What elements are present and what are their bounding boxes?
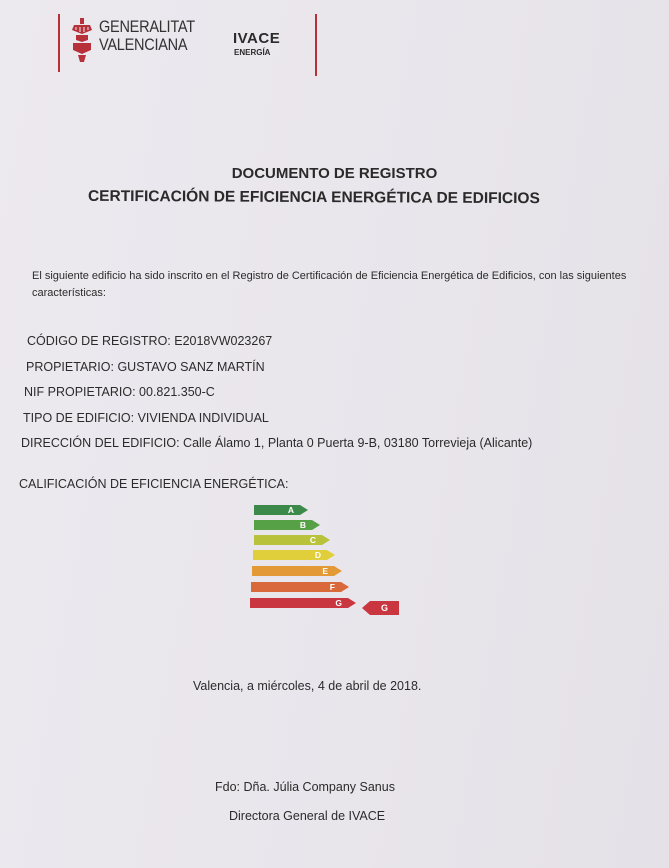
energy-bar-c [254,535,322,545]
energy-bar-d [253,550,327,560]
energy-bar-d-label: D [314,550,321,560]
energy-bar-g [250,598,348,608]
signatory-name: Fdo: Dña. Júlia Company Sanus [215,780,395,794]
signatory-title: Directora General de IVACE [229,809,386,823]
issue-date: Valencia, a miércoles, 4 de abril de 2018. [193,679,422,693]
owner-nif-field: NIF PROPIETARIO: 00.821.350-C [24,385,215,399]
generalitat-emblem-icon [70,18,94,62]
energy-bar-f-label: F [329,582,335,592]
energy-bar-g-label: G [335,598,342,608]
building-address-field: DIRECCIÓN DEL EDIFICIO: Calle Álamo 1, Planta 0 Puerta 9-B, 03180 Torrevieja (Alicante) [21,436,533,450]
generalitat-logo-line2: VALENCIANA [99,36,188,54]
document-title: DOCUMENTO DE REGISTRO [231,165,438,182]
energy-bar-a-label: A [287,505,294,515]
energy-bar-b [254,520,312,530]
ivace-logo-text: IVACE [233,30,281,47]
header-divider-left [58,14,60,72]
rating-indicator [370,601,399,615]
header-divider-right [315,14,317,76]
energy-bar-c-label: C [309,535,316,545]
energy-bar-a [254,505,300,515]
rating-indicator-letter: G [380,603,388,613]
generalitat-logo-line1: GENERALITAT [99,18,195,36]
rating-label: CALIFICACIÓN DE EFICIENCIA ENERGÉTICA: [19,477,289,491]
energy-bar-f [251,582,341,592]
energy-bar-e-label: E [322,566,328,576]
building-type-field: TIPO DE EDIFICIO: VIVIENDA INDIVIDUAL [23,410,269,425]
registration-code-field: CÓDIGO DE REGISTRO: E2018VW023267 [27,334,273,348]
owner-field: PROPIETARIO: GUSTAVO SANZ MARTÍN [26,359,265,374]
document-subtitle: CERTIFICACIÓN DE EFICIENCIA ENERGÉTICA DE EDIFICIOS [87,187,540,208]
intro-paragraph: El siguiente edificio ha sido inscrito en el Registro de Certificación de Eficiencia Energética de Edificios, con las siguientes características: [32,270,627,299]
ivace-logo-subtext: ENERGÍA [234,48,271,57]
energy-bar-e [252,566,334,576]
energy-bar-b-label: B [299,520,306,530]
building-details [21,329,533,457]
ivace-logo [233,30,280,57]
generalitat-logo [70,18,208,62]
